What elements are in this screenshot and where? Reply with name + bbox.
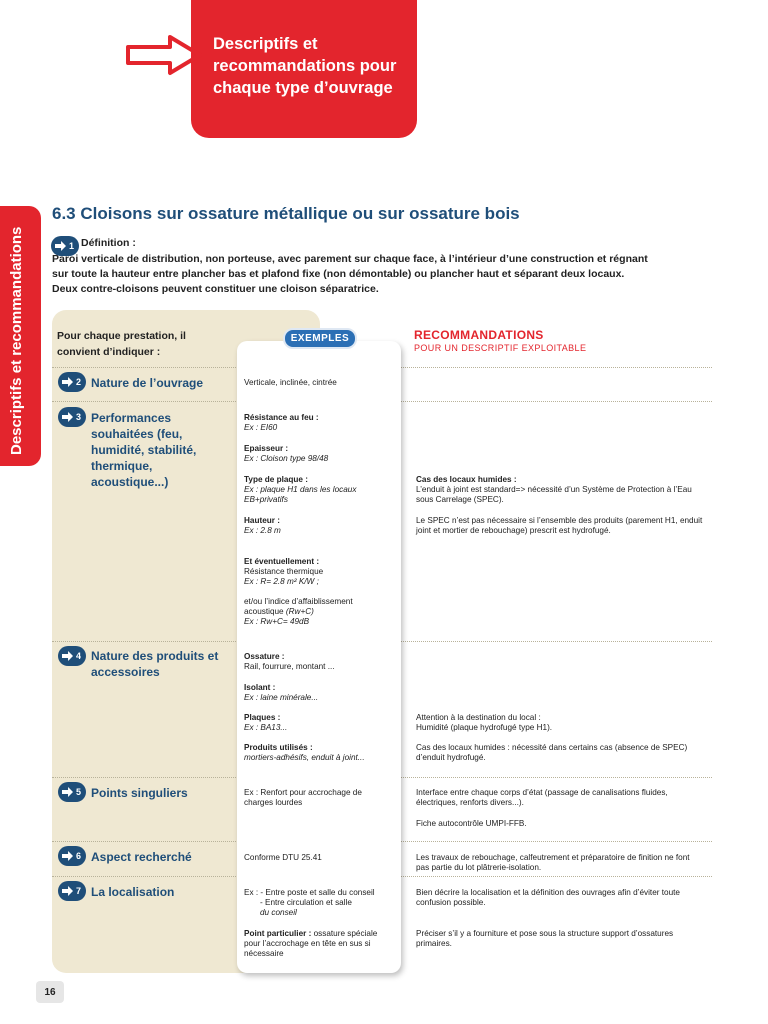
definition-title: Définition : [81, 237, 136, 249]
arrow-icon [62, 651, 73, 661]
example-block: Point particulier : ossature spéciale pour l’accrochage en tête en sus si nécessaire [244, 929, 378, 958]
definition-line: Paroi verticale de distribution, non porteuse, avec parement sur chaque face, à l’intérieur d’une construction et régnant [52, 253, 648, 265]
recommendation-block: Bien décrire la localisation et la définition des ouvrages afin d’éviter toute confusion possible. [416, 888, 680, 907]
step-badge-7: 7 [58, 881, 86, 901]
page-number: 16 [36, 981, 64, 1003]
step-badge-4: 4 [58, 646, 86, 666]
example-block: Ex : Renfort pour accrochage de charges lourdes [244, 788, 362, 807]
step-badge-1: 1 [51, 236, 79, 256]
example-block: Produits utilisés : mortiers-adhésifs, enduit à joint... [244, 743, 365, 762]
recommendation-block: Le SPEC n’est pas nécessaire si l’ensemble des produits (parement H1, enduit joint et mortier de rebouchage) prescrit est hydrofugé. [416, 516, 703, 535]
example-block: Plaques : Ex : BA13... [244, 713, 288, 732]
recommendation-block: Interface entre chaque corps d’état (passage de canalisations fluides, électriques, renforts divers...). [416, 788, 668, 807]
recommendations-subheader: POUR UN DESCRIPTIF EXPLOITABLE [414, 343, 587, 353]
recommendation-block: Préciser s’il y a fourniture et pose sous la structure support d’ossatures primaires. [416, 929, 674, 948]
example-text: Conforme DTU 25.41 [244, 853, 322, 862]
row-label-localisation: La localisation [91, 885, 175, 899]
step-badge-6: 6 [58, 846, 86, 866]
arrow-icon [62, 787, 73, 797]
recommendations-header: RECOMMANDATIONS [414, 328, 544, 342]
definition-line: Deux contre-cloisons peuvent constituer une cloison séparatrice. [52, 283, 379, 295]
definition-line: sur toute la hauteur entre plancher bas et plafond fixe (non démontable) ou plancher haut et séparant deux locaux. [52, 268, 625, 280]
section-title: 6.3 Cloisons sur ossature métallique ou sur ossature bois [52, 204, 520, 223]
example-block: Type de plaque : Ex : plaque H1 dans les locaux EB+privatifs [244, 475, 357, 504]
row-label-aspect: Aspect recherché [91, 850, 192, 864]
step-badge-2: 2 [58, 372, 86, 392]
example-block: Résistance au feu : Ex : EI60 [244, 413, 319, 432]
arrow-icon [55, 241, 66, 251]
table-intro: Pour chaque prestation, il convient d’indiquer : [57, 330, 186, 358]
example-block: et/ou l’indice d’affaiblissement acoustique (Rw+C) Ex : Rw+C= 49dB [244, 597, 353, 626]
example-block: Et éventuellement : Résistance thermique Ex : R= 2.8 m² K/W ; [244, 557, 324, 586]
side-tab-label: Descriptifs et recommandations [8, 226, 25, 455]
row-label-nature-produits: Nature des produits et accessoires [91, 649, 219, 679]
recommendation-block: Cas des locaux humides : nécessité dans certains cas (absence de SPEC) d’enduit hydrofugé. [416, 743, 688, 762]
arrow-icon [62, 851, 73, 861]
recommendation-text: Fiche autocontrôle UMPI-FFB. [416, 819, 527, 828]
recommendation-block: Cas des locaux humides : L’enduit à joint est standard=> nécessité d’un Système de Protection à l’Eau sous Carrelage (SPEC). [416, 475, 692, 504]
arrow-icon [62, 377, 73, 387]
example-block: Hauteur : Ex : 2.8 m [244, 516, 281, 535]
example-block: Isolant : Ex : laine minérale... [244, 683, 319, 702]
step-badge-3: 3 [58, 407, 86, 427]
step-badge-5: 5 [58, 782, 86, 802]
recommendation-block: Attention à la destination du local : Humidité (plaque hydrofugé type H1). [416, 713, 553, 732]
example-block: Epaisseur : Ex : Cloison type 98/48 [244, 444, 329, 463]
example-block: Ossature : Rail, fourrure, montant ... [244, 652, 335, 671]
example-text: Verticale, inclinée, cintrée [244, 378, 337, 387]
example-block: Ex : - Entre poste et salle du conseil - Entre circulation et salle du conseil [244, 888, 375, 917]
recommendation-block: Les travaux de rebouchage, calfeutrement et préparatoire de finition ne font pas partie du lot plâtrerie-isolation. [416, 853, 690, 872]
arrow-right-icon [126, 34, 204, 76]
row-label-performances: Performances souhaitées (feu, humidité, stabilité, thermique, acoustique...) [91, 411, 197, 489]
row-label-points-singuliers: Points singuliers [91, 786, 188, 800]
examples-header: EXEMPLES [283, 328, 357, 349]
row-label-nature-ouvrage: Nature de l’ouvrage [91, 376, 204, 390]
arrow-icon [62, 886, 73, 896]
arrow-icon [62, 412, 73, 422]
banner-title: Descriptifs et recommandations pour chaque type d’ouvrage [213, 35, 397, 97]
